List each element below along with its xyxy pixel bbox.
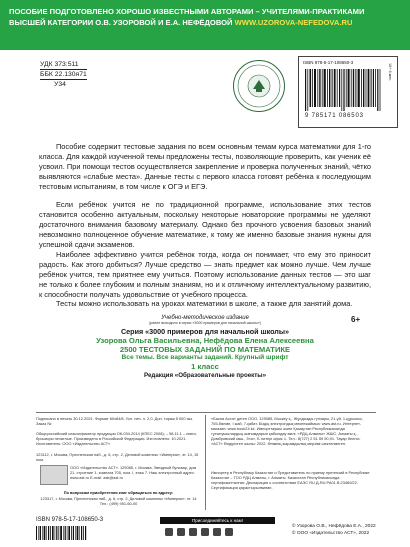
barcode-icon: [305, 69, 385, 111]
social-icons: [165, 528, 270, 536]
isbn-barcode-box: [298, 56, 398, 128]
isbn-side-text: 16+ 6 мес.: [388, 63, 392, 82]
publisher-banner: [0, 0, 410, 50]
publisher-seal-logo: [233, 60, 285, 112]
print-info: Подписано в печать 30.12.2021. Формат 60х84/8. Усл. печ. л. 2,0. Доп. тираж 5 000 экз. Заказ №: [36, 416, 194, 426]
isbn-bottom: ISBN 978-5-17-108650-3: [36, 517, 104, 523]
column-divider: [205, 415, 206, 510]
ast-logo-icon: [40, 465, 68, 485]
description-paragraph-3: Наиболее эффективно учится ребёнок тогда, когда он понимает, что ему это приносит радость. Как этого добиться? Лучше средство — знать предмет как можно лучше. Чем лучше ребёнок учится, тем приятнее ему учиться. Поэтому использование данных тестов — это шаг не только к более глубоким и полным знаниям, но и к отличному интеллектуальному развитию, к способности получать удовольствие от учебного процесса.: [39, 250, 371, 299]
copyright: [292, 524, 376, 537]
authors-line: Узорова Ольга Васильевна, Нефёдова Елена Алексеевна: [96, 335, 314, 345]
age-rating-badge: 6+: [351, 315, 361, 324]
banner-line-1: ПОСОБИЕ ПОДГОТОВЛЕНО ХОРОШО ИЗВЕСТНЫМИ АВТОРАМИ – УЧИТЕЛЯМИ-ПРАКТИКАМИ: [9, 7, 365, 16]
author-sign: У34: [54, 81, 66, 88]
credits-block: [40, 315, 370, 379]
banner-authors: ВЫСШЕЙ КАТЕГОРИИ О.В. УЗОРОВОЙ И Е.А. НЕФЁДОВОЙ: [9, 18, 233, 27]
copyright-publisher: © ООО «Издательство АСТ», 2022: [292, 530, 370, 536]
ast-address: ООО «Издательство АСТ». 129085, г. Москва, Звездный бульвар, дом 21, строение 1, комната 705, пом. I, этаж 7. Наш электронный адрес: www.ast.ru E-mail: ask@ast.ru: [70, 465, 197, 480]
description-paragraph-1: Пособие содержит тестовые задания по всем основным темам курса математики для 1-го класса. Для каждой изученной темы предложены тесты, позволяющие проверить, как ученик её усвоил. При помощи тестов осуществляется закрепление и проверка полученных знаний, чётко выявляются «слабые места». Данные тесты с первого класса готовят ребёнка к последующим тестовым испытаниям, в том числе к ОГЭ и ЕГЭ.: [39, 142, 371, 191]
catalogue-codes: [40, 60, 87, 89]
orders-title: По вопросам приобретения книг обращаться по адресу:: [63, 490, 174, 495]
book-title: 2500 ТЕСТОВЫХ ЗАДАНИЙ ПО МАТЕМАТИКЕ: [119, 344, 291, 354]
join-us-bar: Присоединяйтесь к нам!: [160, 517, 275, 524]
orders-address: 123317, г. Москва, Пресненская наб., д. 6, стр. 2, Деловой комплекс «Империя», эт. 14 Тел.: (499) 951-60-00: [40, 496, 197, 506]
isbn-top-text: ISBN 978-5-17-108650-3: [303, 60, 354, 65]
isbn-number: 9 785171 086503: [305, 113, 364, 119]
book-subtitle: Все темы. Все варианты заданий. Крупный шрифт: [121, 353, 289, 361]
kz-representative: Импортер в Республику Казахстан и Представитель по приему претензий в Республике Казахстан – ТОО РДЦ Алматы, г. Алматы. Казахстан Республикасында сертификатталған: Декларация о соответствии ЕАЭС RU Д-RU.РА01.В.23460/22. Сертификация қарастырылмаған.: [211, 470, 370, 490]
literature-note: (ранее выходило в серии «3000 примеров для начальной школы»): [149, 321, 261, 325]
literature-type: Учебно-методическое издание: [161, 315, 249, 321]
manufacturer-address: 123112, г. Москва, Пресненская наб., д. 6, стр. 2, Деловой комплекс «Империя», эт. 14, 15 пом.: [36, 452, 199, 462]
kazakh-info: «Баспа Аста» деген ООО. 129085, Мәскеу қ., Жұлдызды гүлзары, 21-үй, 1-құрылыс, 705-бөлме, I жай, 7-қабат. Біздің электрондық мекенжаймыз: www.ast.ru. Интернет-магазин: www.book24.kz. Импорттаушы және Қазақстан Республикасында тұтынушылардың шағымдарын қабылдау өкілі: «РДЦ-Алматы» ЖШС. Алматы қ., Домбровский көш., 3«а», Б литері офис 1. Тел.: 8(727) 2 51 59 90,91. Тауар белгісі: «АСТ» Өндірілген жылы: 2022. Өнімнің жарамдылық мерзімі шектелмеген.: [211, 416, 364, 446]
description-paragraph-2: Если ребёнок учится не по традиционной программе, использование этих тестов становится особенно актуальным, поскольку некоторые новаторские программы не уделяют достаточного внимания базовому материалу. Однако без прочного усвоения базовых знаний невозможно полноценное обучение математике, к тому же именно базовые знания нужны для успешной сдачи экзаменов.: [39, 200, 371, 249]
udk-code: УДК 373:511: [40, 60, 87, 70]
divider-line: [36, 412, 376, 413]
banner-site-link[interactable]: WWW.UZOROVA-NEFEDOVA.RU: [234, 18, 353, 27]
small-barcode-icon: [36, 526, 88, 540]
description-paragraph-4: Тесты можно использовать на уроках математики в школе, а также для занятий дома.: [56, 299, 353, 308]
grade-label: 1 класс: [191, 361, 219, 371]
bbk-code: ББК 22.130я71: [40, 71, 87, 78]
editorial-line: Редакция «Образовательные проекты»: [143, 371, 267, 379]
series-title: Серия «3000 примеров для начальной школы»: [120, 326, 290, 336]
seal-graphic: [234, 61, 284, 111]
banner-line-2: [9, 18, 352, 28]
copyright-authors: © Узорова О.В., Нефёдова Е.А., 2022: [292, 524, 376, 529]
classifier-info: Общероссийский классификатор продукции ОК-034-2014 (КПЕС 2008); – 58.11.1 – книги, брошюры печатные. Произведено в Российской Федерации. Изготовлено: 10.2021. Изготовитель: ООО «Издательство АСТ»: [36, 431, 197, 446]
